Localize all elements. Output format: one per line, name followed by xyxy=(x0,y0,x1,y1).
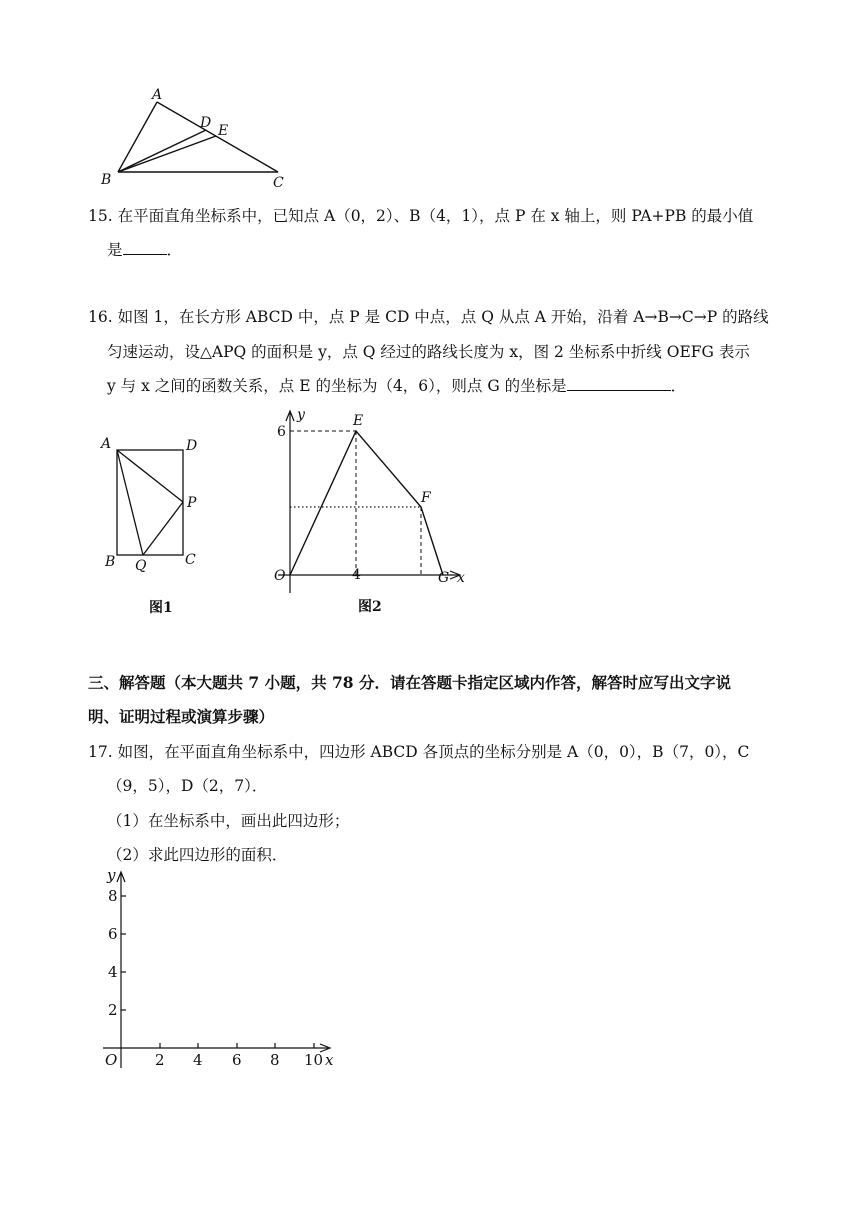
fig1-label-c: C xyxy=(185,552,196,568)
segment-ab xyxy=(118,102,157,172)
fig1-caption: 图1 xyxy=(149,600,173,616)
fig2-label-e: E xyxy=(353,413,364,429)
q16-figure1 xyxy=(95,430,215,620)
segment-bd xyxy=(118,130,206,172)
q17-part1: （1）在坐标系中，画出此四边形； xyxy=(107,812,350,830)
q17-coordinate-axes xyxy=(95,868,345,1073)
label-c: C xyxy=(273,175,284,190)
q17-ytick-label-8: 8 xyxy=(108,887,118,905)
q17-xtick-label-10: 10 xyxy=(304,1051,324,1069)
q16-line1: 16. 如图 1，在长方形 ABCD 中，点 P 是 CD 中点，点 Q 从点 A 开始，沿着 A→B→C→P 的路线 xyxy=(88,308,769,326)
q17-line2: （9，5），D（2，7）． xyxy=(107,777,268,795)
q17-label-x: x xyxy=(325,1051,334,1069)
q16-line2: 匀速运动，设△APQ 的面积是 y，点 Q 经过的路线长度为 x，图 2 坐标系中折线 OEFG 表示 xyxy=(107,343,750,361)
q17-ytick-label-6: 6 xyxy=(108,925,118,943)
fig2-label-g: G xyxy=(438,570,450,586)
segment-ap xyxy=(117,450,183,502)
q16-figure2 xyxy=(260,405,475,620)
label-a: A xyxy=(152,87,163,103)
label-e: E xyxy=(218,123,229,139)
segment-aq xyxy=(117,450,143,555)
q15-line1: 15. 在平面直角坐标系中，已知点 A（0，2）、B（4，1），点 P 在 x 轴上，则 PA+PB 的最小值 xyxy=(88,207,754,225)
q17-xtick-label-4: 4 xyxy=(193,1051,203,1069)
label-d: D xyxy=(200,115,212,131)
segment-qp xyxy=(143,502,183,555)
fig1-label-d: D xyxy=(186,438,198,454)
q16-line3 xyxy=(107,376,686,396)
q17-xtick-label-2: 2 xyxy=(155,1051,165,1069)
fig2-tick-4: 4 xyxy=(352,567,361,583)
fig2-tick-6: 6 xyxy=(277,424,286,440)
fig1-label-q: Q xyxy=(135,558,147,574)
fig2-caption: 图2 xyxy=(358,599,382,615)
q17-label-y: y xyxy=(107,868,116,884)
q16-line3-prefix: y 与 x 之间的函数关系，点 E 的坐标为（4，6），则点 G 的坐标是 xyxy=(107,377,567,395)
section3-heading-line1: 三、解答题（本大题共 7 小题，共 78 分．请在答题卡指定区域内作答，解答时应写出文字说 xyxy=(88,673,731,692)
fig1-label-b: B xyxy=(105,554,116,570)
q17-ytick-label-4: 4 xyxy=(108,963,118,981)
label-b: B xyxy=(101,172,112,188)
q17-ytick-label-2: 2 xyxy=(108,1001,118,1019)
q17-xtick-label-6: 6 xyxy=(232,1051,242,1069)
fig1-label-a: A xyxy=(101,436,112,452)
q17-line1: 17. 如图，在平面直角坐标系中，四边形 ABCD 各顶点的坐标分别是 A（0，0），B（7，0），C xyxy=(88,743,750,761)
rectangle-abcd xyxy=(117,450,183,555)
q16-answer-blank[interactable] xyxy=(567,376,671,391)
fig2-label-y: y xyxy=(297,407,305,423)
q15-line2-suffix: ． xyxy=(166,241,183,259)
fig2-label-x: x xyxy=(457,570,465,586)
q16-line3-suffix: ． xyxy=(670,377,687,395)
q15-line2 xyxy=(107,240,182,260)
q17-label-origin: O xyxy=(105,1051,118,1069)
section3-heading-line2: 明、证明过程或演算步骤） xyxy=(88,707,275,726)
fig1-label-p: P xyxy=(187,495,197,511)
fig2-label-o: O xyxy=(274,568,286,584)
q15-line2-prefix: 是 xyxy=(107,241,123,259)
q15-answer-blank[interactable] xyxy=(123,240,167,255)
q17-part2: （2）求此四边形的面积． xyxy=(107,846,288,864)
segment-be xyxy=(118,136,216,172)
fig2-label-f: F xyxy=(421,490,431,506)
q14-triangle-figure xyxy=(95,85,305,190)
q17-xtick-label-8: 8 xyxy=(270,1051,280,1069)
